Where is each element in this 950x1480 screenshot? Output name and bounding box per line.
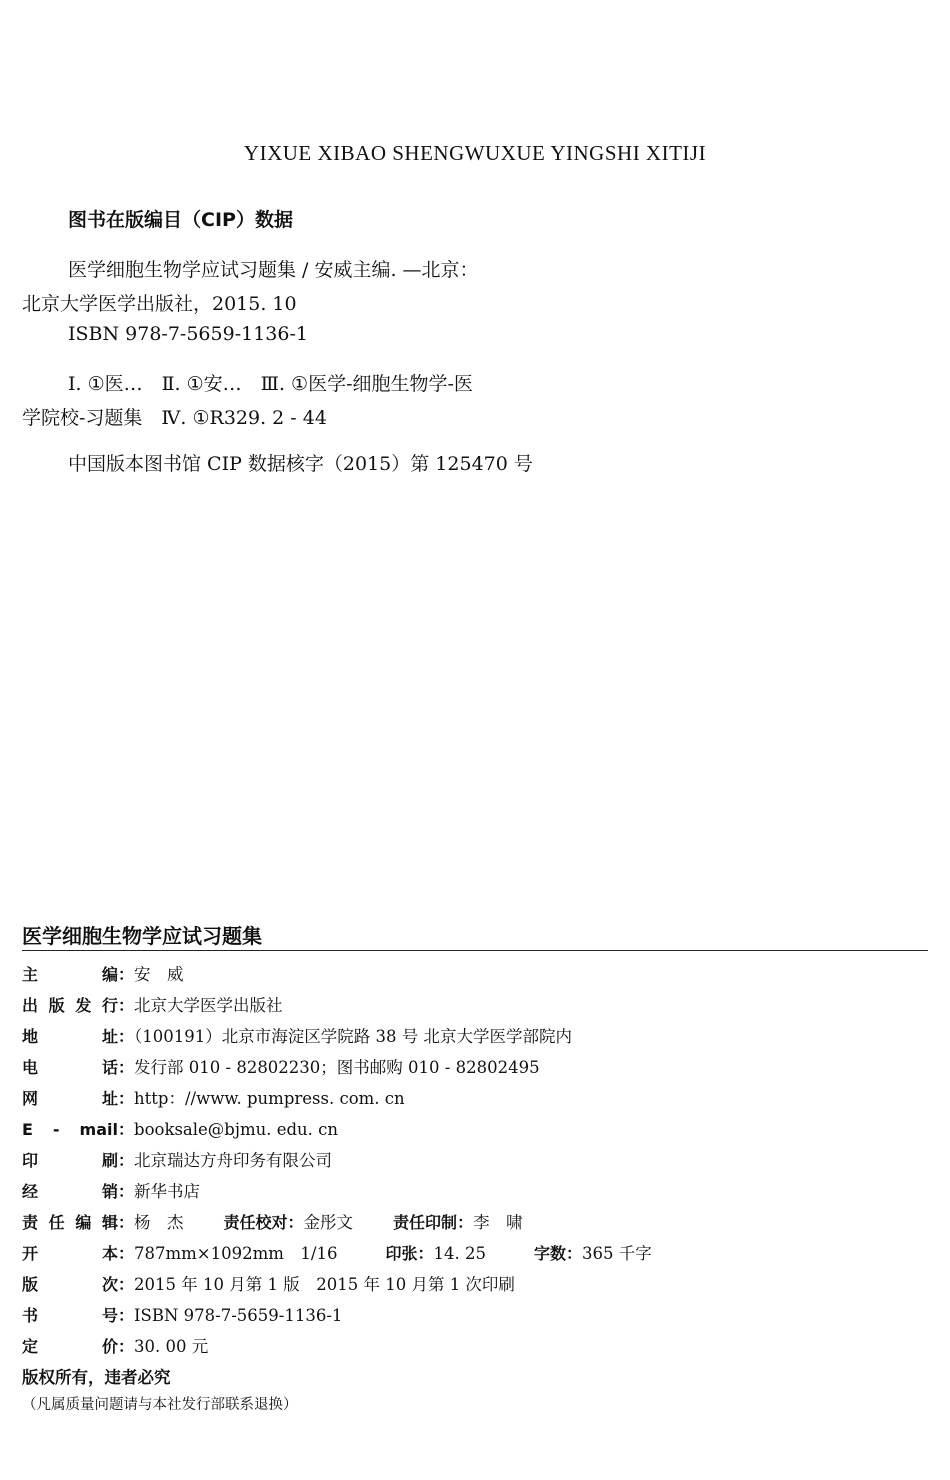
quality-note: （凡属质量问题请与本社发行部联系退换） (22, 1397, 298, 1413)
row-address (22, 1021, 928, 1052)
proofreader-value: 金彤文 (303, 1213, 354, 1232)
colon: ： (118, 1027, 135, 1046)
colon: ： (457, 1213, 474, 1232)
colon: ： (118, 1182, 135, 1201)
resp-editor-value: 杨 杰 (134, 1213, 184, 1232)
row-price (22, 1331, 928, 1362)
row-editor (22, 959, 928, 990)
row-printer (22, 1145, 928, 1176)
colon: ： (118, 1058, 135, 1077)
row-email (22, 1114, 928, 1145)
resp-editor-label: 责任编辑 (22, 1213, 118, 1232)
colon: ： (118, 1120, 135, 1139)
row-publisher (22, 990, 928, 1021)
phone-label: 电话 (22, 1058, 118, 1077)
printer-label: 印刷 (22, 1151, 118, 1170)
colophon (22, 922, 928, 1417)
format-label: 开本 (22, 1244, 118, 1263)
print-resp-value: 李 啸 (473, 1213, 523, 1232)
colon: ： (118, 1306, 135, 1325)
format-value: 787mm×1092mm 1/16 (134, 1244, 338, 1263)
editor-value: 安 威 (134, 965, 184, 984)
colon: ： (118, 965, 135, 984)
row-phone (22, 1052, 928, 1083)
address-value: （100191）北京市海淀区学院路 38 号 北京大学医学部院内 (134, 1027, 572, 1046)
price-value: 30. 00 元 (134, 1337, 209, 1356)
print-resp-label: 责任印制 (393, 1213, 458, 1232)
colon: ： (118, 1151, 135, 1170)
words-label: 字数 (533, 1244, 566, 1263)
cip-heading: 图书在版编目（CIP）数据 (68, 209, 293, 231)
row-responsibility (22, 1207, 928, 1238)
address-label: 地址 (22, 1027, 118, 1046)
cip-line-title: 医学细胞生物学应试习题集 / 安威主编. —北京： (68, 259, 479, 281)
cip-line-record-number: 中国版本图书馆 CIP 数据核字（2015）第 125470 号 (68, 453, 533, 475)
book-title: 医学细胞生物学应试习题集 (22, 924, 262, 948)
row-format (22, 1238, 928, 1269)
colon: ： (566, 1244, 583, 1263)
distributor-value: 新华书店 (134, 1182, 201, 1201)
printer-value: 北京瑞达方舟印务有限公司 (134, 1151, 333, 1170)
colon: ： (417, 1244, 434, 1263)
colon: ： (118, 1275, 135, 1294)
colon: ： (287, 1213, 304, 1232)
colon: ： (118, 996, 135, 1015)
pinyin-title: YIXUE XIBAO SHENGWUXUE YINGSHI XITIJI (243, 141, 707, 165)
phone-value: 发行部 010 - 82802230；图书邮购 010 - 82802495 (134, 1058, 540, 1077)
email-label: E - mail (22, 1120, 118, 1139)
editor-label: 主编 (22, 965, 118, 984)
edition-value: 2015 年 10 月第 1 版 2015 年 10 月第 1 次印刷 (134, 1275, 515, 1294)
website-value: http：//www. pumpress. com. cn (134, 1089, 405, 1108)
isbn-value: ISBN 978-7-5659-1136-1 (134, 1306, 343, 1325)
colon: ： (118, 1213, 135, 1232)
cip-line-subjects: Ⅰ. ①医… Ⅱ. ①安… Ⅲ. ①医学-细胞生物学-医 (68, 373, 473, 395)
cip-line-publisher: 北京大学医学出版社，2015. 10 (22, 293, 297, 315)
price-label: 定价 (22, 1337, 118, 1356)
sheets-value: 14. 25 (433, 1244, 486, 1263)
colon: ： (118, 1089, 135, 1108)
copyright-notice: 版权所有，违者必究 (22, 1368, 171, 1387)
row-isbn (22, 1300, 928, 1331)
isbn-label: 书号 (22, 1306, 118, 1325)
words-value: 365 千字 (582, 1244, 652, 1263)
row-website (22, 1083, 928, 1114)
colon: ： (118, 1244, 135, 1263)
cip-line-subjects-cont: 学院校-习题集 Ⅳ. ①R329. 2 - 44 (22, 407, 327, 429)
publisher-label: 出版发行 (22, 996, 118, 1015)
colophon-rows (22, 959, 928, 1417)
website-label: 网址 (22, 1089, 118, 1108)
sheets-label: 印张 (385, 1244, 418, 1263)
proofreader-label: 责任校对 (223, 1213, 288, 1232)
publisher-value: 北京大学医学出版社 (134, 996, 283, 1015)
email-value: booksale@bjmu. edu. cn (134, 1120, 339, 1139)
edition-label: 版次 (22, 1275, 118, 1294)
colon: ： (118, 1337, 135, 1356)
distributor-label: 经销 (22, 1182, 118, 1201)
title-rule (22, 950, 928, 951)
row-edition (22, 1269, 928, 1300)
row-distributor (22, 1176, 928, 1207)
cip-line-isbn: ISBN 978-7-5659-1136-1 (68, 323, 308, 345)
